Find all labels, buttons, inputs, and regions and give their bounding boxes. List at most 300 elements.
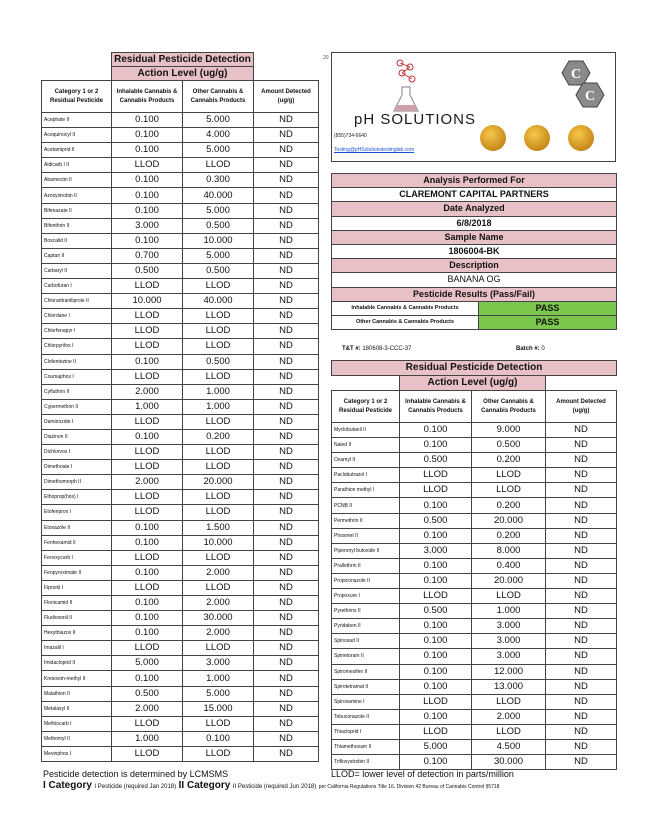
inhalable-level: 0.100	[400, 649, 472, 664]
table-row	[332, 558, 617, 573]
pesticide-name: Spinetoram II	[332, 649, 400, 664]
pesticide-name: Dimethoate I	[42, 460, 112, 475]
inhalable-level: 3.000	[400, 543, 472, 558]
inhalable-level: 1.000	[112, 399, 183, 414]
date-value: 6/8/2018	[332, 216, 617, 230]
other-level: 5.000	[183, 113, 254, 128]
pesticide-name: Methomyl II	[42, 731, 112, 746]
other-level: 5.000	[183, 203, 254, 218]
table-row	[42, 641, 319, 656]
pesticide-name: Prallethrin II	[332, 558, 400, 573]
tat-number	[342, 346, 411, 352]
pesticide-name: Clofentezine II	[42, 354, 112, 369]
amount-detected: ND	[254, 550, 319, 565]
amount-detected: ND	[546, 543, 617, 558]
pesticide-name: Mevinphos I	[42, 746, 112, 761]
amount-detected: ND	[546, 589, 617, 604]
other-level: 3.000	[472, 634, 546, 649]
table-row	[332, 755, 617, 770]
table-row	[42, 626, 319, 641]
table-row	[42, 369, 319, 384]
sample-label: Sample Name	[332, 230, 617, 244]
pesticide-name: Acetamiprid II	[42, 143, 112, 158]
amount-detected: ND	[546, 423, 617, 438]
inhalable-level: 0.100	[112, 203, 183, 218]
pesticide-name: Diazinon II	[42, 429, 112, 444]
pesticide-name: Imidacloprid II	[42, 656, 112, 671]
tat-value: 180608-3-CCC-37	[362, 346, 412, 352]
table-row	[42, 701, 319, 716]
inhalable-level: 0.500	[112, 263, 183, 278]
pesticide-name: Carbofuran I	[42, 279, 112, 294]
batch-value: 0	[541, 346, 545, 352]
amount-detected: ND	[254, 565, 319, 580]
amount-detected: ND	[546, 573, 617, 588]
pesticide-name: Spiromesifen II	[332, 664, 400, 679]
pesticide-name: Permethrin II	[332, 513, 400, 528]
other-level: LLOD	[183, 324, 254, 339]
inhalable-level: LLOD	[400, 724, 472, 739]
amount-detected: ND	[254, 505, 319, 520]
other-level: 12.000	[472, 664, 546, 679]
inhalable-level: 0.100	[400, 619, 472, 634]
inhalable-level: LLOD	[112, 490, 183, 505]
footer-cat2-desc: II Pesticide (required Jun 2018)	[232, 784, 317, 790]
other-level: 8.000	[472, 543, 546, 558]
amount-detected: ND	[546, 649, 617, 664]
pesticide-name: Dimethomorph II	[42, 475, 112, 490]
inhalable-level: 0.100	[400, 679, 472, 694]
inhalable-level: 0.100	[400, 664, 472, 679]
table-row	[332, 634, 617, 649]
table-row	[332, 438, 617, 453]
inhalable-level: 0.500	[400, 513, 472, 528]
pesticide-name: Aldicarb I II	[42, 158, 112, 173]
amount-detected: ND	[254, 173, 319, 188]
inhalable-level: LLOD	[400, 589, 472, 604]
pesticide-name: Naled II	[332, 438, 400, 453]
award-medal-icon	[524, 125, 550, 151]
contact-phone: (855)734-6640	[334, 133, 367, 139]
table-row	[42, 128, 319, 143]
pesticide-name: Pyridaben II	[332, 619, 400, 634]
table-row	[42, 611, 319, 626]
other-level: 10.000	[183, 233, 254, 248]
other-level: 40.000	[183, 188, 254, 203]
pesticide-name: Spinosad II	[332, 634, 400, 649]
award-medal-icon	[480, 125, 506, 151]
footer-cat2-label: II Category	[178, 780, 231, 791]
table-row	[332, 724, 617, 739]
other-level: 0.200	[472, 498, 546, 513]
pesticide-name: Bifenthrin II	[42, 218, 112, 233]
amount-detected: ND	[254, 701, 319, 716]
inhalable-level: 1.000	[112, 731, 183, 746]
amount-detected: ND	[254, 143, 319, 158]
right-header-amount: Amount Detected (ug/g)	[546, 391, 617, 423]
amount-detected: ND	[254, 369, 319, 384]
pesticide-name: Myclobutanil II	[332, 423, 400, 438]
pesticide-name: Acephate II	[42, 113, 112, 128]
other-level: 0.400	[472, 558, 546, 573]
logo-box	[331, 52, 616, 162]
amount-detected: ND	[546, 739, 617, 754]
other-level: 10.000	[183, 535, 254, 550]
table-row	[42, 716, 319, 731]
amount-detected: ND	[254, 535, 319, 550]
table-row	[42, 414, 319, 429]
other-level: 2.000	[183, 626, 254, 641]
molecule-flask-icon	[390, 57, 424, 115]
amount-detected: ND	[254, 716, 319, 731]
other-level: 2.000	[472, 709, 546, 724]
amount-detected: ND	[546, 438, 617, 453]
table-row	[42, 188, 319, 203]
pesticide-name: Malathion II	[42, 686, 112, 701]
pesticide-name: Carbaryl II	[42, 263, 112, 278]
inhalable-level: LLOD	[112, 414, 183, 429]
amount-detected: ND	[254, 399, 319, 414]
pesticide-name: Boscalid II	[42, 233, 112, 248]
pesticide-name: Metalaxyl II	[42, 701, 112, 716]
other-level: 4.500	[472, 739, 546, 754]
pesticide-name: Trifloxystrobin II	[332, 755, 400, 770]
other-level: 0.500	[183, 263, 254, 278]
other-level: LLOD	[472, 468, 546, 483]
inhalable-level: 0.100	[112, 565, 183, 580]
pesticide-name: Thiamethoxam II	[332, 739, 400, 754]
analysis-info-table	[331, 173, 617, 330]
amount-detected: ND	[254, 248, 319, 263]
inhalable-level: 5.000	[400, 739, 472, 754]
amount-detected: ND	[254, 641, 319, 656]
inhalable-level: LLOD	[112, 279, 183, 294]
table-row	[42, 445, 319, 460]
pesticide-name: Thiacloprid I	[332, 724, 400, 739]
inhalable-level: 0.100	[112, 520, 183, 535]
inhalable-level: 0.100	[112, 429, 183, 444]
other-level: 0.500	[183, 218, 254, 233]
amount-detected: ND	[254, 520, 319, 535]
inhalable-level: 0.100	[112, 143, 183, 158]
left-header-other: Other Cannabis & Cannabis Products	[183, 81, 254, 113]
left-header-amount: Amount Detected (ug/g)	[254, 81, 319, 113]
result-other-status: PASS	[479, 315, 617, 329]
inhalable-level: LLOD	[112, 746, 183, 761]
inhalable-level: LLOD	[112, 309, 183, 324]
other-level: LLOD	[472, 483, 546, 498]
right-header-category: Category 1 or 2 Residual Pesticide	[332, 391, 400, 423]
table-row	[42, 113, 319, 128]
table-row	[42, 746, 319, 761]
amount-detected: ND	[254, 158, 319, 173]
table-row	[42, 535, 319, 550]
other-level: 20.000	[472, 513, 546, 528]
amount-detected: ND	[254, 384, 319, 399]
pesticide-name: Kresoxim-methyl II	[42, 671, 112, 686]
inhalable-level: 0.100	[400, 755, 472, 770]
inhalable-level: 0.100	[112, 535, 183, 550]
batch-number	[516, 346, 545, 352]
inhalable-level: 0.500	[112, 686, 183, 701]
table-row	[332, 453, 617, 468]
batch-label: Batch #:	[516, 346, 540, 352]
svg-text:C: C	[570, 67, 582, 82]
left-table-title: Residual Pesticide Detection	[112, 53, 254, 67]
other-level: 5.000	[183, 143, 254, 158]
amount-detected: ND	[254, 746, 319, 761]
table-row	[42, 354, 319, 369]
amount-detected: ND	[546, 453, 617, 468]
pesticide-name: Flonicamid II	[42, 596, 112, 611]
amount-detected: ND	[254, 414, 319, 429]
pesticide-name: Abamectin II	[42, 173, 112, 188]
table-row	[332, 573, 617, 588]
inhalable-level: 0.100	[400, 573, 472, 588]
right-header-other: Other Cannabis & Cannabis Products	[472, 391, 546, 423]
table-row	[42, 399, 319, 414]
amount-detected: ND	[546, 528, 617, 543]
top-mark: 20	[323, 55, 329, 61]
inhalable-level: 0.500	[400, 604, 472, 619]
left-header-inhalable: Inhalable Cannabis & Cannabis Products	[112, 81, 183, 113]
inhalable-level: 0.100	[400, 528, 472, 543]
other-level: 5.000	[183, 686, 254, 701]
other-level: 0.100	[183, 731, 254, 746]
other-level: 1.000	[183, 399, 254, 414]
inhalable-level: LLOD	[112, 339, 183, 354]
date-label: Date Analyzed	[332, 202, 617, 216]
inhalable-level: LLOD	[112, 460, 183, 475]
amount-detected: ND	[254, 218, 319, 233]
table-row	[42, 384, 319, 399]
pesticide-name: Piperonyl butoxide II	[332, 543, 400, 558]
cc-hexagon-logo-icon	[553, 59, 609, 115]
other-level: 40.000	[183, 294, 254, 309]
table-row	[42, 686, 319, 701]
table-row	[332, 589, 617, 604]
pesticide-name: Imazalil I	[42, 641, 112, 656]
inhalable-level: LLOD	[400, 694, 472, 709]
table-row	[332, 679, 617, 694]
inhalable-level: 2.000	[112, 475, 183, 490]
pesticide-name: Pyrethrins II	[332, 604, 400, 619]
amount-detected: ND	[546, 468, 617, 483]
amount-detected: ND	[546, 709, 617, 724]
left-table-subtitle: Action Level (ug/g)	[112, 67, 254, 81]
other-level: LLOD	[183, 309, 254, 324]
table-row	[332, 664, 617, 679]
other-level: 3.000	[183, 656, 254, 671]
inhalable-level: 3.000	[112, 218, 183, 233]
inhalable-level: LLOD	[112, 369, 183, 384]
table-row	[42, 460, 319, 475]
result-other-category: Other Cannabis & Cannabis Products	[332, 315, 479, 329]
inhalable-level: 0.100	[400, 634, 472, 649]
inhalable-level: LLOD	[400, 483, 472, 498]
table-row	[332, 483, 617, 498]
description-label: Description	[332, 259, 617, 273]
inhalable-level: 2.000	[112, 384, 183, 399]
table-row	[332, 468, 617, 483]
other-level: LLOD	[472, 694, 546, 709]
table-row	[42, 324, 319, 339]
amount-detected: ND	[254, 263, 319, 278]
pesticide-name: Cypermethrin II	[42, 399, 112, 414]
amount-detected: ND	[546, 694, 617, 709]
other-level: 2.000	[183, 565, 254, 580]
amount-detected: ND	[546, 483, 617, 498]
table-row	[42, 339, 319, 354]
table-row	[332, 528, 617, 543]
table-row	[42, 671, 319, 686]
table-row	[42, 475, 319, 490]
amount-detected: ND	[254, 731, 319, 746]
pesticide-name: Fenpyroximate II	[42, 565, 112, 580]
table-row	[42, 565, 319, 580]
award-medal-icon	[568, 125, 594, 151]
amount-detected: ND	[254, 309, 319, 324]
pesticide-name: Bifenazate II	[42, 203, 112, 218]
table-row	[332, 694, 617, 709]
pesticide-name: Azoxystrobin II	[42, 188, 112, 203]
inhalable-level: 10.000	[112, 294, 183, 309]
other-level: 1.000	[472, 604, 546, 619]
inhalable-level: 0.100	[112, 354, 183, 369]
amount-detected: ND	[254, 686, 319, 701]
pesticide-name: Chlorantraniliprole II	[42, 294, 112, 309]
amount-detected: ND	[254, 354, 319, 369]
amount-detected: ND	[546, 679, 617, 694]
pesticide-name: Spirotetramat II	[332, 679, 400, 694]
table-row	[42, 580, 319, 595]
pesticide-name: Chlorfenapyr I	[42, 324, 112, 339]
inhalable-level: 0.500	[400, 453, 472, 468]
footer-regulation: per California Regulations Title 16, Division 42 Bureau of Cannabis Control §5718	[318, 784, 500, 790]
amount-detected: ND	[254, 279, 319, 294]
footer-cat1-label: I Category	[43, 780, 92, 791]
other-level: LLOD	[183, 550, 254, 565]
amount-detected: ND	[254, 580, 319, 595]
other-level: LLOD	[183, 339, 254, 354]
pesticide-name: Fenhexamid II	[42, 535, 112, 550]
inhalable-level: 0.100	[112, 233, 183, 248]
inhalable-level: 0.100	[112, 113, 183, 128]
amount-detected: ND	[546, 755, 617, 770]
pesticide-name: Propiconazole II	[332, 573, 400, 588]
other-level: 20.000	[183, 475, 254, 490]
inhalable-level: 0.100	[112, 173, 183, 188]
other-level: 3.000	[472, 649, 546, 664]
pesticide-name: Captan II	[42, 248, 112, 263]
inhalable-level: LLOD	[400, 468, 472, 483]
pesticide-name: Daminozide I	[42, 414, 112, 429]
sample-value: 1806004-BK	[332, 244, 617, 258]
other-level: LLOD	[183, 445, 254, 460]
table-row	[332, 498, 617, 513]
brand-name: pH SOLUTIONS	[354, 111, 477, 128]
table-row	[42, 173, 319, 188]
inhalable-level: 2.000	[112, 701, 183, 716]
amount-detected: ND	[254, 233, 319, 248]
other-level: 0.300	[183, 173, 254, 188]
table-row	[42, 294, 319, 309]
pesticide-name: Cyfluthrin II	[42, 384, 112, 399]
amount-detected: ND	[254, 188, 319, 203]
amount-detected: ND	[254, 294, 319, 309]
inhalable-level: LLOD	[112, 158, 183, 173]
inhalable-level: 0.100	[112, 188, 183, 203]
table-row	[332, 619, 617, 634]
pesticide-name: Chlorpyrifos I	[42, 339, 112, 354]
table-row	[42, 731, 319, 746]
amount-detected: ND	[546, 498, 617, 513]
table-row	[332, 604, 617, 619]
performed-for-value: CLAREMONT CAPITAL PARTNERS	[332, 188, 617, 202]
table-row	[42, 520, 319, 535]
other-level: LLOD	[183, 414, 254, 429]
pesticide-name: Hexythiazox II	[42, 626, 112, 641]
contact-email[interactable]: Testing@pHSolutionstestinglab.com	[334, 147, 415, 153]
other-level: 0.200	[183, 429, 254, 444]
amount-detected: ND	[546, 664, 617, 679]
table-row	[332, 709, 617, 724]
pesticide-name: Phosmet II	[332, 528, 400, 543]
pesticide-name: Acequinocyl II	[42, 128, 112, 143]
amount-detected: ND	[254, 113, 319, 128]
amount-detected: ND	[254, 339, 319, 354]
amount-detected: ND	[254, 490, 319, 505]
amount-detected: ND	[254, 445, 319, 460]
other-level: 20.000	[472, 573, 546, 588]
footer-llod-note: LLOD= lower level of detection in parts/million	[331, 769, 514, 779]
other-level: LLOD	[183, 505, 254, 520]
other-level: 30.000	[472, 755, 546, 770]
pesticide-name: Oxamyl II	[332, 453, 400, 468]
pesticide-name: Ethoprop(hos) I	[42, 490, 112, 505]
footer-lcmsms-note: Pesticide detection is determined by LCMSMS	[43, 769, 229, 779]
pesticide-name: Parathion methyl I	[332, 483, 400, 498]
pesticide-name: Paclobutrazol I	[332, 468, 400, 483]
other-level: 3.000	[472, 619, 546, 634]
other-level: 0.200	[472, 528, 546, 543]
table-row	[42, 309, 319, 324]
other-level: LLOD	[183, 158, 254, 173]
amount-detected: ND	[546, 513, 617, 528]
right-pesticide-table	[331, 360, 617, 770]
other-level: 30.000	[183, 611, 254, 626]
results-label: Pesticide Results (Pass/Fail)	[332, 287, 617, 301]
other-level: 2.000	[183, 596, 254, 611]
pesticide-name: Dichlorvos I	[42, 445, 112, 460]
other-level: 13.000	[472, 679, 546, 694]
amount-detected: ND	[546, 604, 617, 619]
right-table-title: Residual Pesticide Detection	[332, 361, 617, 376]
other-level: 0.200	[472, 453, 546, 468]
right-header-inhalable: Inhalable Cannabis & Cannabis Products	[400, 391, 472, 423]
amount-detected: ND	[254, 475, 319, 490]
amount-detected: ND	[254, 128, 319, 143]
other-level: LLOD	[183, 746, 254, 761]
inhalable-level: 0.100	[400, 709, 472, 724]
pesticide-name: Etofenprox I	[42, 505, 112, 520]
other-level: LLOD	[472, 724, 546, 739]
table-row	[42, 158, 319, 173]
result-inhalable-status: PASS	[479, 301, 617, 315]
pesticide-name: Fenoxycarb I	[42, 550, 112, 565]
table-row	[42, 263, 319, 278]
amount-detected: ND	[254, 656, 319, 671]
